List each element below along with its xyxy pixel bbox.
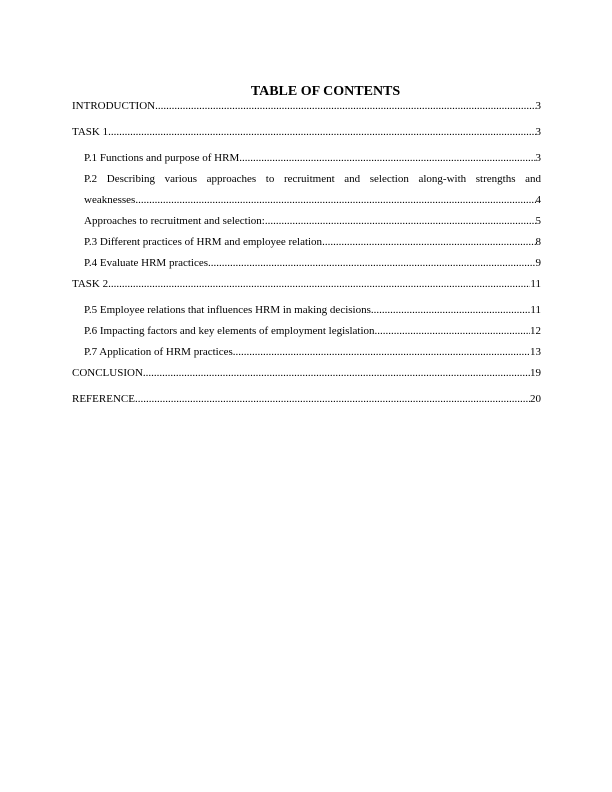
toc-entry-label: TASK 1 (72, 126, 109, 138)
toc-page-number: 3 (535, 152, 541, 164)
toc-entry-reference[interactable] (72, 393, 541, 406)
document-page (72, 84, 541, 406)
toc-entry-label: TASK 2 (72, 278, 109, 290)
toc-entry-label-line2: weaknesses (84, 194, 136, 206)
toc-entry-p4[interactable] (72, 257, 541, 270)
toc-page-number: 20 (530, 393, 541, 405)
toc-entry-conclusion[interactable] (72, 367, 541, 380)
toc-entry-p1[interactable] (72, 152, 541, 165)
toc-page-number: 4 (535, 194, 541, 206)
toc-entry-label: P.1 Functions and purpose of HRM (84, 152, 240, 164)
toc-leader-dots (108, 278, 530, 291)
toc-entry-label: P.7 Application of HRM practices (84, 346, 233, 358)
toc-entry-label-line1: P.2 Describing various approaches to recruitment and selection along-with strengths and (84, 173, 541, 185)
toc-entry-label: P.4 Evaluate HRM practices (84, 257, 209, 269)
toc-leader-dots (155, 100, 535, 113)
toc-entry-label: P.3 Different practices of HRM and employee relation (84, 236, 323, 248)
toc-leader-dots (375, 325, 530, 338)
toc-entry-label: INTRODUCTION (72, 100, 156, 112)
toc-title: TABLE OF CONTENTS (250, 84, 401, 99)
toc-entry-task-2[interactable] (72, 278, 541, 291)
toc-entry-p6[interactable] (72, 325, 541, 338)
toc-leader-dots (233, 346, 530, 359)
toc-entry-label: P.5 Employee relations that influences HRM in making decisions (84, 304, 371, 316)
toc-leader-dots (371, 304, 531, 317)
toc-page-number: 12 (530, 325, 541, 337)
toc-entry-label: P.6 Impacting factors and key elements of employment legislation (84, 325, 375, 337)
toc-page-number: 9 (535, 257, 541, 269)
toc-page-number: 5 (535, 215, 541, 227)
toc-entry-approaches[interactable] (72, 215, 541, 228)
toc-entry-task-1[interactable] (72, 126, 541, 139)
toc-leader-dots (143, 367, 530, 380)
toc-entry-p5[interactable] (72, 304, 541, 317)
toc-leader-dots (208, 257, 535, 270)
toc-entry-introduction[interactable] (72, 100, 541, 113)
toc-entry-p3[interactable] (72, 236, 541, 249)
toc-entry-label: CONCLUSION (72, 367, 143, 379)
toc-leader-dots (265, 215, 536, 228)
toc-entry-label: REFERENCE (72, 393, 135, 405)
toc-page-number: 8 (535, 236, 541, 248)
toc-entry-label: Approaches to recruitment and selection: (84, 215, 265, 227)
toc-leader-dots (239, 152, 535, 165)
toc-page-number: 11 (530, 278, 541, 290)
toc-entry-p2[interactable] (72, 173, 541, 207)
toc-leader-dots (108, 126, 535, 139)
toc-page-number: 3 (535, 100, 541, 112)
toc-entry-p7[interactable] (72, 346, 541, 359)
toc-page-number: 11 (530, 304, 541, 316)
toc-leader-dots (135, 194, 535, 207)
toc-leader-dots (322, 236, 535, 249)
toc-leader-dots (135, 393, 530, 406)
toc-page-number: 19 (530, 367, 541, 379)
toc-page-number: 3 (535, 126, 541, 138)
toc-page-number: 13 (530, 346, 541, 358)
